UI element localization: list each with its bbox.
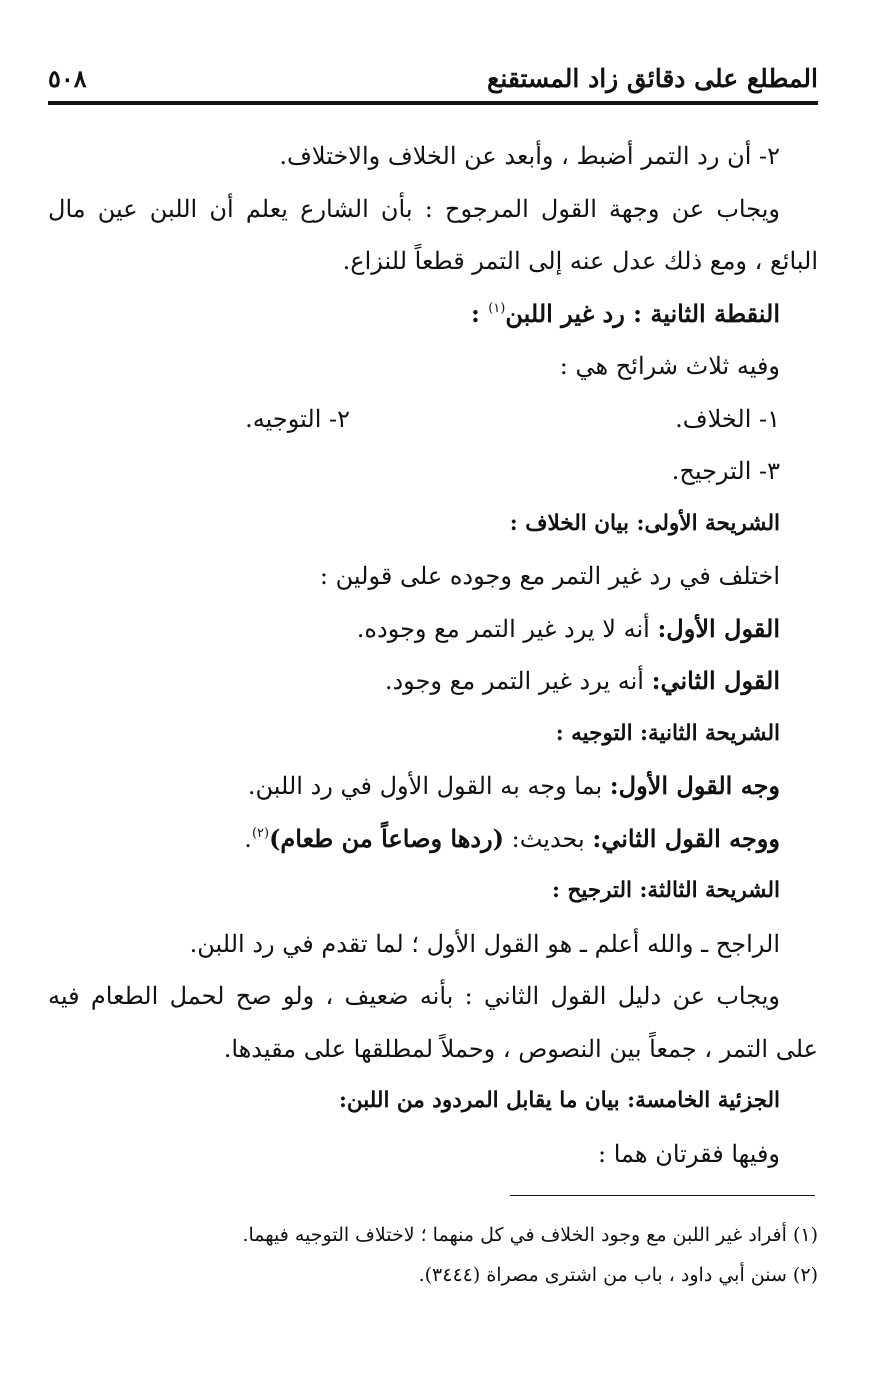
page-number: ٥٠٨ [48, 63, 87, 93]
footnotes [48, 1215, 818, 1295]
heading-colon: : [471, 298, 489, 328]
text-line [48, 813, 818, 866]
text-line: على التمر ، جمعاً بين النصوص ، وحملاً لمطلقها على مقيدها. [223, 1034, 818, 1063]
text-line: اختلف في رد غير التمر مع وجوده على قولين : [319, 562, 780, 590]
running-header [48, 55, 818, 105]
text-line [48, 603, 818, 656]
footnote: (١) أفراد غير اللبن مع وجود الخلاف في كل منهما ؛ لاختلاف التوجيه فيهما. [242, 1224, 818, 1246]
text-line: ٢- أن رد التمر أضبط ، وأبعد عن الخلاف والاختلاف. [279, 142, 780, 170]
text-line: ويجاب عن وجهة القول المرجوح : بأن الشارع يعلم أن اللبن عين مال [48, 194, 780, 223]
text-line: ويجاب عن دليل القول الثاني : بأنه ضعيف ، ولو صح لحمل الطعام فيه [48, 982, 780, 1010]
bold-label: وجه القول الأول: [609, 771, 780, 800]
book-title: المطلع على دقائق زاد المستقنع [487, 63, 818, 93]
bold-label: ووجه القول الثاني: [592, 823, 780, 853]
heading-text: الشريحة الثالثة: الترجيح : [552, 878, 780, 903]
line-text: أنه يرد غير التمر مع وجود. [384, 667, 652, 695]
heading-line [48, 865, 818, 918]
list-item: ١- الخلاف. [675, 404, 780, 433]
line-end: . [244, 824, 252, 853]
list-item: ٢- التوجيه. [245, 404, 350, 433]
heading-text: الجزئية الخامسة: بيان ما يقابل المردود من اللبن: [339, 1088, 780, 1113]
heading-line [48, 288, 818, 341]
text-line: وفيها فقرتان هما : [598, 1139, 780, 1168]
page-body [48, 130, 818, 1180]
text-line [48, 655, 818, 708]
text-line: الراجح ـ والله أعلم ـ هو القول الأول ؛ لما تقدم في رد اللبن. [189, 929, 780, 958]
footnote-divider [510, 1195, 815, 1196]
heading-text: النقطة الثانية : رد غير اللبن [505, 298, 780, 328]
text-line: ٣- الترجيح. [671, 457, 780, 485]
line-text: أنه لا يرد غير التمر مع وجوده. [356, 614, 658, 643]
line-text: بما وجه به القول الأول في رد اللبن. [247, 772, 610, 800]
heading-line [48, 708, 818, 761]
footnote-ref: (٢) [251, 825, 270, 841]
bold-label: القول الثاني: [651, 666, 780, 695]
text-line [48, 760, 818, 813]
heading-text: الشريحة الثانية: التوجيه : [555, 720, 780, 746]
bold-label: القول الأول: [657, 613, 780, 643]
footnote: (٢) سنن أبي داود ، باب من اشترى مصراة (٣٤٤٤). [418, 1264, 818, 1286]
heading-line [48, 498, 818, 551]
hadith-quote: (ردها وصاعاً من طعام) [269, 823, 504, 853]
text-line: وفيه ثلاث شرائح هي : [559, 352, 780, 380]
footnote-ref: (١) [488, 300, 506, 316]
line-text: بحديث: [504, 824, 593, 853]
list-line [48, 393, 818, 446]
heading-text: الشريحة الأولى: بيان الخلاف : [509, 510, 780, 536]
heading-line [48, 1075, 818, 1128]
text-line: البائع ، ومع ذلك عدل عنه إلى التمر قطعاً للنزاع. [342, 247, 818, 275]
